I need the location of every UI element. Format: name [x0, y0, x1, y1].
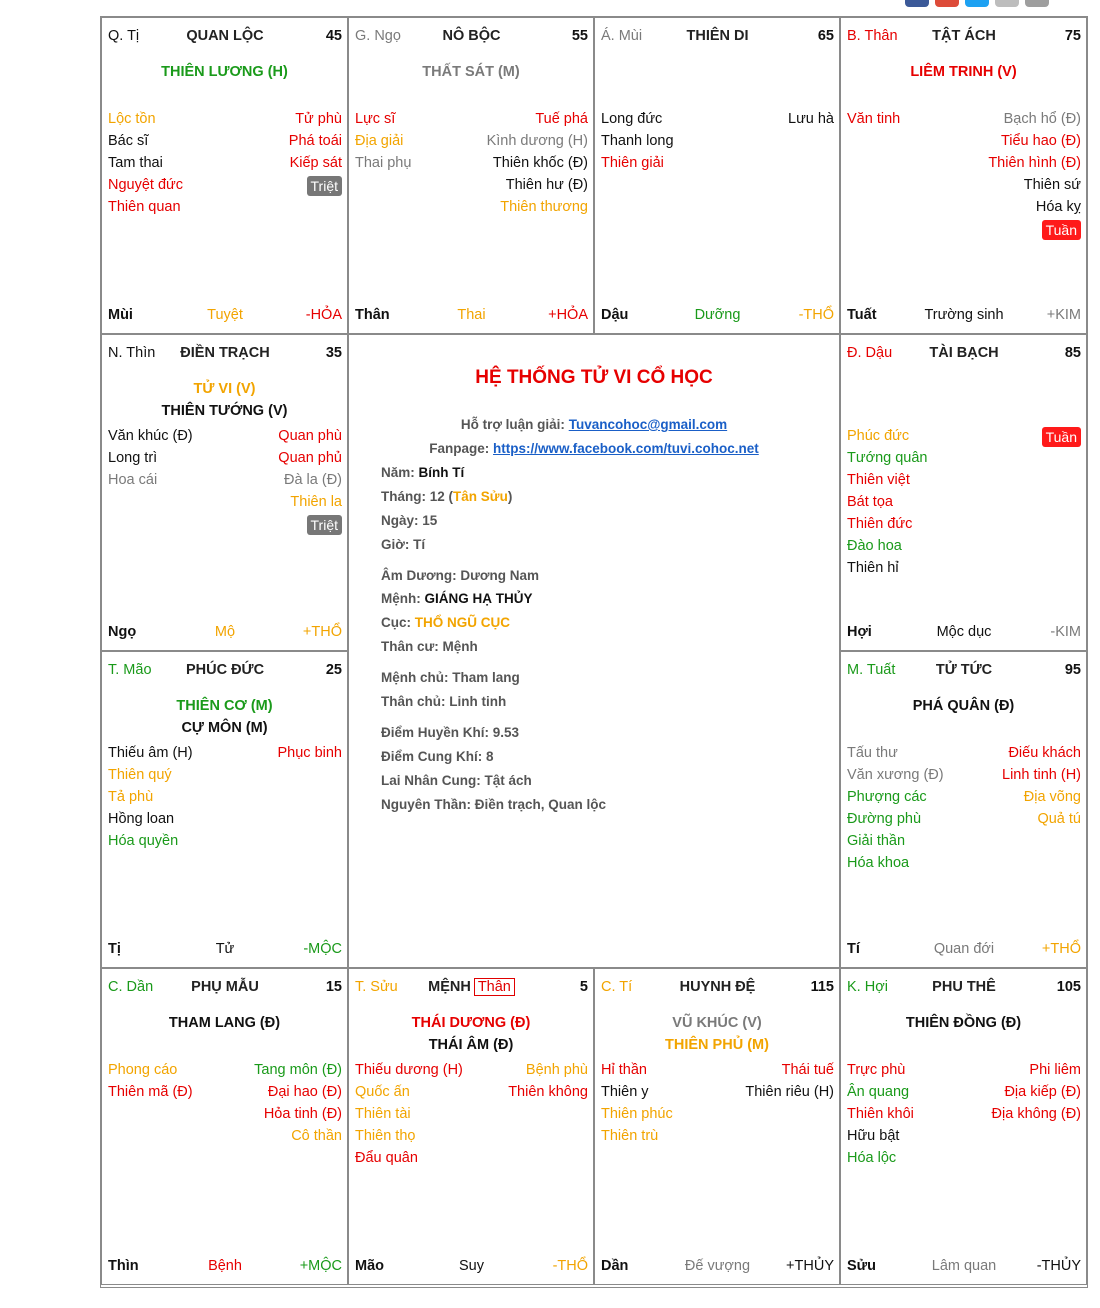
palace-footer: [108, 624, 342, 642]
minor-star: Bác sĩ: [108, 133, 149, 149]
palace-header: [601, 979, 834, 997]
ngay-value: 15: [422, 513, 438, 528]
palace-phu-mau[interactable]: [101, 968, 348, 1285]
minor-star: Hữu bật: [847, 1128, 900, 1144]
right-stars: [254, 1059, 342, 1147]
info-menh-chu: Mệnh chủ: Tham lang: [381, 670, 520, 685]
right-stars: [278, 742, 343, 764]
palace-element: -HỎA: [305, 307, 342, 323]
minor-star: Tang môn (Đ): [254, 1062, 342, 1078]
minor-star: Địa giải: [355, 133, 404, 149]
right-stars: [1002, 742, 1081, 830]
minor-star: Phong cáo: [108, 1062, 178, 1078]
left-stars: [108, 108, 183, 218]
palace-phuc-duc[interactable]: [101, 651, 348, 968]
minor-star: Bát tọa: [847, 494, 893, 510]
social-share-bar: [905, 0, 1049, 7]
palace-no-boc[interactable]: [348, 17, 594, 334]
palace-stage: Mộ: [214, 624, 236, 640]
left-stars: [847, 108, 900, 130]
palace-can-chi: C. Dần: [108, 979, 154, 995]
left-stars: [601, 1059, 673, 1147]
palace-stage: Tử: [215, 941, 235, 957]
palace-tai-bach[interactable]: [840, 334, 1087, 651]
minor-star: Thiên y: [601, 1084, 649, 1100]
right-stars: [992, 1059, 1081, 1125]
minor-star: Hóa khoa: [847, 855, 910, 871]
minor-star: Đường phù: [847, 811, 922, 827]
main-star: LIÊM TRINH (V): [910, 64, 1017, 80]
palace-header: [108, 28, 342, 46]
palace-name: [847, 662, 1081, 678]
minor-star: Hóa kỵ: [1035, 199, 1081, 215]
left-stars: [355, 108, 411, 174]
palace-quan-loc[interactable]: [101, 17, 348, 334]
palace-age-number: 15: [325, 979, 342, 995]
minor-star: Kiếp sát: [289, 155, 342, 171]
minor-star: Văn xương (Đ): [847, 767, 944, 783]
minor-star: Điếu khách: [1008, 745, 1081, 761]
google-plus-icon[interactable]: [935, 0, 959, 7]
minor-star: Thiên giải: [601, 155, 664, 171]
badge-row: [289, 174, 342, 198]
palace-branch: Dậu: [601, 307, 629, 323]
gio-value: Tí: [413, 537, 426, 552]
minor-star: Tướng quân: [847, 450, 928, 466]
main-stars: [102, 1012, 347, 1034]
info-diem-cung-khi: Điểm Cung Khí: 8: [381, 749, 494, 764]
right-stars: [988, 108, 1081, 242]
email-icon[interactable]: [995, 0, 1019, 7]
palace-branch: Thìn: [108, 1258, 139, 1274]
palace-branch: Tuất: [847, 307, 877, 323]
palace-name-text: TẬT ÁCH: [932, 28, 996, 44]
main-star: THẤT SÁT (M): [422, 64, 520, 80]
palace-stage: Tuyệt: [207, 307, 243, 323]
minor-star: Ân quang: [847, 1084, 910, 1100]
triet-badge: Triệt: [307, 515, 342, 535]
minor-star: Lộc tồn: [108, 111, 156, 127]
palace-name: [601, 28, 834, 44]
palace-age-number: 65: [817, 28, 834, 44]
minor-star: Thiên thọ: [355, 1128, 416, 1144]
main-stars: [841, 61, 1086, 83]
main-star: PHÁ QUÂN (Đ): [912, 698, 1015, 714]
palace-age-number: 45: [325, 28, 342, 44]
palace-age-number: 35: [325, 345, 342, 361]
minor-star: Đà la (Đ): [283, 472, 342, 488]
palace-dien-trach[interactable]: [101, 334, 348, 651]
main-star: THIÊN ĐỒNG (Đ): [905, 1015, 1022, 1031]
minor-star: Kình dương (H): [486, 133, 588, 149]
palace-can-chi: Q. Tị: [108, 28, 140, 44]
palace-can-chi: N. Thìn: [108, 345, 156, 361]
palace-footer: [108, 307, 342, 325]
palace-footer: [601, 307, 834, 325]
palace-name-text: HUYNH ĐỆ: [679, 979, 756, 995]
minor-star: Thiên sứ: [1023, 177, 1081, 193]
palace-age-number: 105: [1056, 979, 1081, 995]
minor-star: Long trì: [108, 450, 158, 466]
cuc-value: THỔ NGŨ CỤC: [414, 615, 511, 630]
palace-stage: Dưỡng: [694, 307, 741, 323]
info-than-cu: Thân cư: Mệnh: [381, 639, 478, 654]
minor-star: Thiên hình (Đ): [988, 155, 1081, 171]
main-star: THIÊN PHỦ (M): [665, 1037, 769, 1053]
minor-star: Long đức: [601, 111, 663, 127]
palace-footer: [108, 941, 342, 959]
info-ngay: Ngày: 15: [381, 513, 438, 528]
palace-header: [601, 28, 834, 46]
right-stars: [289, 108, 342, 198]
minor-star: Thai phụ: [355, 155, 412, 171]
minor-star: Tử phù: [295, 111, 342, 127]
palace-name: [355, 979, 588, 995]
main-stars: [102, 61, 347, 83]
palace-can-chi: B. Thân: [847, 28, 898, 44]
minor-star: Thiên phúc: [601, 1106, 673, 1122]
right-stars: [788, 108, 834, 130]
fanpage-link[interactable]: https://www.facebook.com/tuvi.cohoc.net: [493, 441, 759, 456]
palace-can-chi: M. Tuất: [847, 662, 896, 678]
than-marker: Thân: [474, 978, 515, 996]
palace-element: +HỎA: [548, 307, 588, 323]
minor-star: Thiên hư (Đ): [505, 177, 588, 193]
right-stars: [278, 425, 342, 537]
right-stars: [745, 1059, 834, 1103]
fanpage-label: Fanpage:: [429, 441, 490, 456]
minor-star: Văn tinh: [847, 111, 901, 127]
minor-star: Tuế phá: [535, 111, 588, 127]
palace-footer: [108, 1258, 342, 1276]
right-stars: [508, 1059, 588, 1103]
info-nguyen-than: Nguyên Thần: Điền trạch, Quan lộc: [381, 797, 607, 812]
minor-star: Thiên quan: [108, 199, 181, 215]
palace-header: [847, 662, 1081, 680]
minor-star: Thiên quý: [108, 767, 172, 783]
main-star: VŨ KHÚC (V): [672, 1015, 762, 1031]
main-star: THIÊN CƠ (M): [176, 698, 273, 714]
main-stars: [349, 61, 593, 83]
center-info-panel: [348, 334, 840, 968]
palace-menh[interactable]: [348, 968, 594, 1285]
palace-header: [847, 28, 1081, 46]
tuan-badge: Tuần: [1042, 427, 1081, 447]
minor-star: Thiên khôi: [847, 1106, 914, 1122]
palace-can-chi: Đ. Dậu: [847, 345, 893, 361]
support-email-link[interactable]: Tuvancohoc@gmail.com: [568, 417, 728, 432]
minor-star: Tấu thư: [847, 745, 898, 761]
minor-star: Tiểu hao (Đ): [1000, 133, 1081, 149]
palace-header: [108, 662, 342, 680]
minor-star: Đẩu quân: [355, 1150, 418, 1166]
palace-footer: [355, 1258, 588, 1276]
palace-header: [847, 979, 1081, 997]
palace-stage: Thai: [457, 307, 486, 323]
palace-name: [601, 979, 834, 995]
minor-star: Thiếu dương (H): [355, 1062, 463, 1078]
minor-star: Thiên việt: [847, 472, 910, 488]
left-stars: [355, 1059, 463, 1169]
minor-star: Hóa lộc: [847, 1150, 897, 1166]
badge-row: [1042, 425, 1081, 449]
palace-age-number: 85: [1064, 345, 1081, 361]
minor-star: Quả tú: [1037, 811, 1081, 827]
palace-branch: Sửu: [847, 1258, 877, 1274]
minor-star: Hóa quyền: [108, 833, 179, 849]
palace-branch: Tị: [108, 941, 121, 957]
minor-star: Cô thần: [291, 1128, 342, 1144]
minor-star: Thiếu âm (H): [108, 745, 193, 761]
minor-star: Nguyệt đức: [108, 177, 183, 193]
palace-name-text: NÔ BỘC: [442, 28, 501, 44]
info-than-chu: Thân chủ: Linh tinh: [381, 694, 507, 709]
palace-footer: [847, 1258, 1081, 1276]
palace-name-text: PHỤ MẪU: [191, 979, 259, 995]
main-star: THIÊN TƯỚNG (V): [161, 403, 288, 419]
info-menh: Mệnh: GIÁNG HẠ THỦY: [381, 591, 533, 606]
info-lai-nhan-cung: Lai Nhân Cung: Tật ách: [381, 773, 532, 788]
palace-tu-tuc[interactable]: [840, 651, 1087, 968]
minor-star: Thiên tài: [355, 1106, 411, 1122]
palace-footer: [355, 307, 588, 325]
minor-star: Hồng loan: [108, 811, 175, 827]
minor-star: Phá toái: [288, 133, 342, 149]
palace-element: -THỔ: [552, 1258, 588, 1274]
main-stars: [102, 378, 347, 422]
main-star: THAM LANG (Đ): [168, 1015, 281, 1031]
minor-star: Lực sĩ: [355, 111, 396, 127]
palace-age-number: 5: [579, 979, 588, 995]
palace-name: [108, 979, 342, 995]
minor-star: Địa kiếp (Đ): [1004, 1084, 1081, 1100]
minor-star: Bạch hổ (Đ): [1003, 111, 1081, 127]
palace-can-chi: G. Ngọ: [355, 28, 401, 44]
palace-name-text: THIÊN DI: [686, 28, 749, 44]
badge-row: [988, 218, 1081, 242]
minor-star: Thiên la: [290, 494, 342, 510]
nam-value: Bính Tí: [418, 465, 465, 480]
palace-element: +THỔ: [302, 624, 342, 640]
palace-name-text: TỬ TỨC: [935, 662, 993, 678]
left-stars: [108, 425, 193, 491]
palace-name-text: PHU THÊ: [932, 979, 996, 995]
palace-name: [847, 28, 1081, 44]
right-stars: [1042, 425, 1081, 449]
minor-star: Phi liêm: [1029, 1062, 1081, 1078]
info-am-duong: Âm Dương: Dương Nam: [381, 568, 539, 583]
minor-star: Thiên khốc (Đ): [492, 155, 588, 171]
palace-footer: [847, 941, 1081, 959]
info-nam: Năm: Bính Tí: [381, 465, 465, 480]
minor-star: Thiên thương: [500, 199, 588, 215]
palace-element: +KIM: [1046, 307, 1081, 323]
support-line: [349, 417, 839, 432]
minor-star: Thiên không: [508, 1084, 588, 1100]
palace-branch: Mùi: [108, 307, 133, 323]
minor-star: Trực phù: [847, 1062, 906, 1078]
palace-name-text: MỆNH: [428, 979, 471, 995]
main-star: THÁI ÂM (Đ): [428, 1037, 514, 1053]
palace-branch: Thân: [355, 307, 390, 323]
tuan-badge: Tuần: [1042, 220, 1081, 240]
minor-star: Phục binh: [277, 745, 342, 761]
palace-stage: Trường sinh: [924, 307, 1004, 323]
palace-tat-ach[interactable]: [840, 17, 1087, 334]
palace-branch: Dần: [601, 1258, 629, 1274]
minor-star: Thiên mã (Đ): [108, 1084, 193, 1100]
left-stars: [847, 425, 928, 579]
info-diem-huyen-khi: Điểm Huyền Khí: 9.53: [381, 725, 520, 740]
palace-name: [108, 28, 342, 44]
palace-element: +THỦY: [786, 1258, 834, 1274]
print-icon[interactable]: [1025, 0, 1049, 7]
palace-age-number: 95: [1064, 662, 1081, 678]
palace-age-number: 75: [1064, 28, 1081, 44]
minor-star: Đại hao (Đ): [267, 1084, 342, 1100]
minor-star: Đào hoa: [847, 538, 902, 554]
triet-badge: Triệt: [307, 176, 342, 196]
palace-element: -THỔ: [798, 307, 834, 323]
palace-name: [108, 345, 342, 361]
palace-age-number: 115: [810, 979, 834, 995]
menh-value: GIÁNG HẠ THỦY: [424, 591, 533, 606]
minor-star: Thái tuế: [781, 1062, 834, 1078]
palace-name-text: QUAN LỘC: [186, 28, 264, 44]
twitter-icon[interactable]: [965, 0, 989, 7]
minor-star: Phúc đức: [847, 428, 910, 444]
palace-stage: Lâm quan: [931, 1258, 997, 1274]
palace-name-text: TÀI BẠCH: [929, 345, 999, 361]
badge-row: [278, 513, 342, 537]
palace-header: [108, 979, 342, 997]
main-stars: [841, 695, 1086, 717]
minor-star: Quan phủ: [278, 450, 342, 466]
palace-footer: [601, 1258, 834, 1276]
info-gio: Giờ: Tí: [381, 537, 426, 552]
palace-name-text: PHÚC ĐỨC: [185, 662, 265, 678]
palace-header: [355, 28, 588, 46]
minor-star: Địa không (Đ): [991, 1106, 1081, 1122]
palace-stage: Đế vượng: [684, 1258, 751, 1274]
left-stars: [847, 1059, 914, 1169]
main-star: THIÊN LƯƠNG (H): [161, 64, 288, 80]
palace-element: -KIM: [1050, 624, 1081, 640]
palace-element: -THỦY: [1036, 1258, 1081, 1274]
palace-footer: [847, 624, 1081, 642]
minor-star: Hỏa tinh (Đ): [263, 1106, 342, 1122]
palace-footer: [847, 307, 1081, 325]
minor-star: Thanh long: [601, 133, 674, 149]
minor-star: Địa võng: [1023, 789, 1081, 805]
palace-branch: Mão: [355, 1258, 384, 1274]
minor-star: Thiên riêu (H): [745, 1084, 834, 1100]
minor-star: Thiên trù: [601, 1128, 659, 1144]
minor-star: Quốc ấn: [355, 1084, 410, 1100]
palace-header: [108, 345, 342, 363]
palace-header: [355, 979, 588, 997]
palace-name: [847, 979, 1081, 995]
palace-can-chi: C. Tí: [601, 979, 633, 995]
thang-value: 12: [429, 489, 445, 504]
main-stars: [595, 1012, 839, 1056]
palace-element: +THỔ: [1041, 941, 1081, 957]
minor-star: Lưu hà: [788, 111, 834, 127]
palace-branch: Hợi: [847, 624, 872, 640]
palace-thien-di[interactable]: [594, 17, 840, 334]
fanpage-line: [349, 441, 839, 456]
palace-stage: Mộc dục: [936, 624, 992, 640]
right-stars: [487, 108, 588, 218]
main-star: THÁI DƯƠNG (Đ): [411, 1015, 531, 1031]
left-stars: [847, 742, 944, 874]
main-stars: [349, 1012, 593, 1056]
palace-can-chi: T. Mão: [108, 662, 152, 678]
palace-name: [108, 662, 342, 678]
minor-star: Linh tinh (H): [1002, 767, 1081, 783]
minor-star: Bệnh phù: [525, 1062, 588, 1078]
palace-age-number: 55: [571, 28, 588, 44]
left-stars: [601, 108, 674, 174]
palace-can-chi: Á. Mùi: [601, 28, 643, 44]
minor-star: Quan phù: [278, 428, 342, 444]
palace-age-number: 25: [325, 662, 342, 678]
palace-huynh-de[interactable]: [594, 968, 840, 1285]
info-thang: Tháng: 12 (Tân Sửu): [381, 489, 513, 504]
main-star: CỰ MÔN (M): [181, 720, 268, 736]
palace-element: -MỘC: [303, 941, 342, 957]
info-cuc: Cục: THỔ NGŨ CỤC: [381, 615, 511, 630]
minor-star: Giải thần: [847, 833, 906, 849]
palace-branch: Ngọ: [108, 624, 137, 640]
thang-can-value: Tân Sửu: [453, 489, 508, 504]
minor-star: Thiên hỉ: [847, 560, 899, 576]
center-title: HỆ THỐNG TỬ VI CỔ HỌC: [475, 367, 713, 388]
palace-stage: Suy: [459, 1258, 484, 1274]
minor-star: Thiên đức: [847, 516, 913, 532]
palace-can-chi: K. Hợi: [847, 979, 888, 995]
minor-star: Hỉ thần: [601, 1062, 647, 1078]
minor-star: Văn khúc (Đ): [108, 428, 193, 444]
main-stars: [841, 1012, 1086, 1034]
palace-can-chi: T. Sửu: [355, 979, 398, 995]
palace-branch: Tí: [847, 941, 860, 957]
main-stars: [102, 695, 347, 739]
palace-stage: Quan đới: [933, 941, 995, 957]
minor-star: Phượng các: [847, 789, 927, 805]
tu-vi-chart: [100, 16, 1088, 1288]
palace-stage: Bệnh: [208, 1258, 242, 1274]
minor-star: Tả phù: [108, 789, 154, 805]
palace-header: [847, 345, 1081, 363]
palace-phu-the[interactable]: [840, 968, 1087, 1285]
left-stars: [108, 742, 193, 852]
palace-name: [355, 28, 588, 44]
support-label: Hỗ trợ luận giải:: [460, 417, 565, 432]
minor-star: Hoa cái: [108, 472, 158, 488]
palace-element: +MỘC: [299, 1258, 342, 1274]
palace-name: [847, 345, 1081, 361]
left-stars: [108, 1059, 193, 1103]
facebook-icon[interactable]: [905, 0, 929, 7]
minor-star: Tam thai: [108, 155, 163, 171]
main-star: TỬ VI (V): [193, 381, 256, 397]
palace-name-text: ĐIỀN TRẠCH: [180, 345, 270, 361]
